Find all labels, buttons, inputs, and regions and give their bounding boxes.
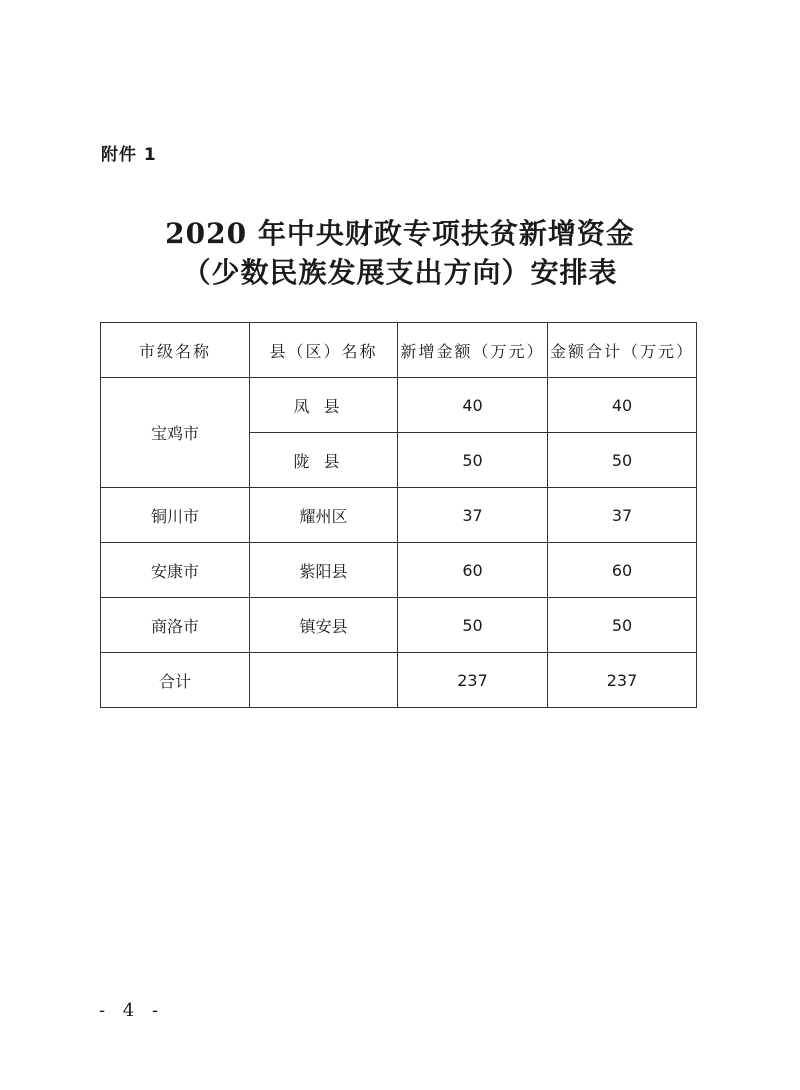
total-amount-cell: 37 xyxy=(548,488,697,543)
table-header-row xyxy=(101,323,697,378)
city-cell: 安康市 xyxy=(101,543,250,598)
total-new-amount-cell: 237 xyxy=(398,653,548,708)
page-number: - 4 - xyxy=(99,1000,165,1021)
total-total-amount-cell: 237 xyxy=(548,653,697,708)
county-cell: 陇县 xyxy=(250,433,398,488)
table-row xyxy=(101,543,697,598)
document-title-line-2: （少数民族发展支出方向）安排表 xyxy=(182,256,618,289)
city-cell: 宝鸡市 xyxy=(101,378,250,488)
document-title-line-1: 2020 年中央财政专项扶贫新增资金 xyxy=(165,217,635,250)
table-row xyxy=(101,598,697,653)
new-amount-cell: 50 xyxy=(398,598,548,653)
county-cell: 凤县 xyxy=(250,378,398,433)
county-cell: 耀州区 xyxy=(250,488,398,543)
table-row xyxy=(101,488,697,543)
table-total-row xyxy=(101,653,697,708)
city-cell: 商洛市 xyxy=(101,598,250,653)
header-total-amount: 金额合计（万元） xyxy=(548,323,697,378)
attachment-label: 附件 1 xyxy=(101,145,157,165)
total-amount-cell: 40 xyxy=(548,378,697,433)
total-county-cell xyxy=(250,653,398,708)
total-label-cell: 合计 xyxy=(101,653,250,708)
new-amount-cell: 40 xyxy=(398,378,548,433)
city-cell: 铜川市 xyxy=(101,488,250,543)
total-amount-cell: 60 xyxy=(548,543,697,598)
header-city: 市级名称 xyxy=(101,323,250,378)
new-amount-cell: 60 xyxy=(398,543,548,598)
header-new-amount: 新增金额（万元） xyxy=(398,323,548,378)
new-amount-cell: 37 xyxy=(398,488,548,543)
table-row xyxy=(101,378,697,433)
allocation-table xyxy=(100,322,697,708)
new-amount-cell: 50 xyxy=(398,433,548,488)
county-cell: 紫阳县 xyxy=(250,543,398,598)
total-amount-cell: 50 xyxy=(548,598,697,653)
total-amount-cell: 50 xyxy=(548,433,697,488)
county-cell: 镇安县 xyxy=(250,598,398,653)
header-county: 县（区）名称 xyxy=(250,323,398,378)
